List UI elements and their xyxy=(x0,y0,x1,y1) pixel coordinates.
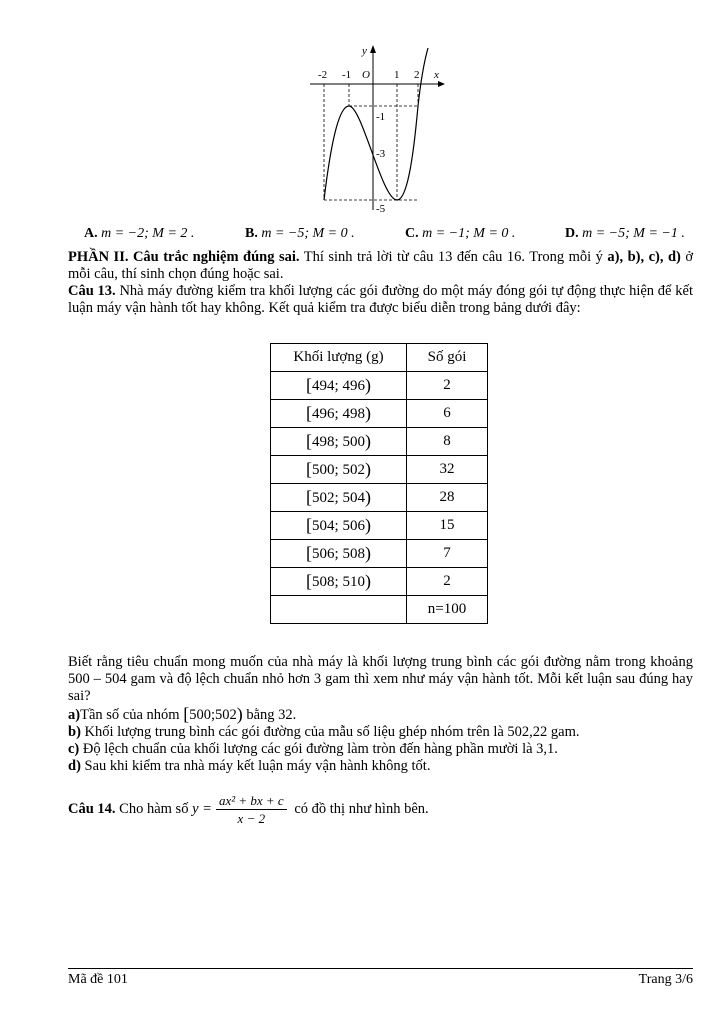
x-axis-arrow xyxy=(438,81,445,87)
option-b: B. m = −5; M = 0 . xyxy=(245,226,355,241)
y-tick-label: -1 xyxy=(376,111,386,123)
footer-divider xyxy=(68,968,693,969)
x-axis-label: x xyxy=(434,69,439,81)
part2-instructions: PHẦN II. Câu trắc nghiệm đúng sai. Thí sinh trả lời từ câu 13 đến câu 16. Trong mỗi ý a), b), c), d) ở mỗi câu, thí sinh chọn đúng hoặc sai. xyxy=(68,249,693,282)
q13-intro: Câu 13. Nhà máy đường kiểm tra khối lượng các gói đường do một máy đóng gói tự động thực hiện để kết luận máy vận hành tốt hay không. Kết quả kiểm tra được biểu diễn trong bảng dưới đây: xyxy=(68,283,693,316)
q14-text: Câu 14. Cho hàm số y = $\frac{\text{ax² + bx + c}}{x - 2}$ có đồ thị như hình bên. xyxy=(68,793,429,826)
option-c: C. m = −1; M = 0 . xyxy=(405,226,516,241)
cubic-graph xyxy=(300,40,460,220)
x-tick-label: -2 xyxy=(318,69,328,81)
exam-code: Mã đề 101 xyxy=(68,972,128,987)
statement-a: a)Tần số của nhóm [500;502) bằng 32. xyxy=(68,704,297,724)
statement-b: b) Khối lượng trung bình các gói đường của mẫu số liệu ghép nhóm trên là 502,22 gam. xyxy=(68,724,580,740)
statement-c: c) Độ lệch chuẩn của khối lượng các gói đường làm tròn đến hàng phần mười là 3,1. xyxy=(68,741,558,757)
q13-criteria: Biết rằng tiêu chuẩn mong muốn của nhà máy là khối lượng trung bình các gói đường nằm trong khoảng 500 – 504 gam và độ lệch chuẩn nhỏ hơn 3 gam thì xem như máy vận hành tốt. Mỗi kết luận sau đúng hay sai? xyxy=(68,654,693,704)
table-row: [496; 498) 6 xyxy=(271,400,488,428)
y-axis-label: y xyxy=(362,45,367,57)
y-axis-arrow xyxy=(370,45,376,53)
table-row: [502; 504) 28 xyxy=(271,484,488,512)
q14 xyxy=(68,792,693,827)
header-count: Số gói xyxy=(407,344,488,372)
table-row: [500; 502) 32 xyxy=(271,456,488,484)
dashed-guides xyxy=(324,84,418,200)
x-tick-label: 2 xyxy=(414,69,420,81)
table-row: [506; 508) 7 xyxy=(271,540,488,568)
part2-section xyxy=(68,249,693,317)
table-total-row xyxy=(271,596,488,624)
cubic-curve xyxy=(324,48,428,200)
table-header-row xyxy=(271,344,488,372)
table-row: [498; 500) 8 xyxy=(271,428,488,456)
option-a: A. m = −2; M = 2 . xyxy=(84,226,195,241)
total-count: n=100 xyxy=(407,596,488,624)
table-row: [504; 506) 15 xyxy=(271,512,488,540)
y-tick-label: -5 xyxy=(376,203,386,215)
option-d: D. m = −5; M = −1 . xyxy=(565,226,685,241)
origin-label: O xyxy=(362,69,370,81)
frequency-table xyxy=(270,343,488,624)
header-mass: Khối lượng (g) xyxy=(271,344,407,372)
x-tick-label: -1 xyxy=(342,69,352,81)
q13-statements xyxy=(68,654,693,775)
table-row: [494; 496) 2 xyxy=(271,372,488,400)
x-tick-label: 1 xyxy=(394,69,400,81)
page-number: Trang 3/6 xyxy=(638,972,693,987)
y-tick-label: -3 xyxy=(376,148,386,160)
statement-d: d) Sau khi kiểm tra nhà máy kết luận máy vận hành không tốt. xyxy=(68,758,431,774)
fraction: $\frac{\text{ax² + bx + c}}{x - 2}$ xyxy=(216,792,287,827)
table-row: [508; 510) 2 xyxy=(271,568,488,596)
